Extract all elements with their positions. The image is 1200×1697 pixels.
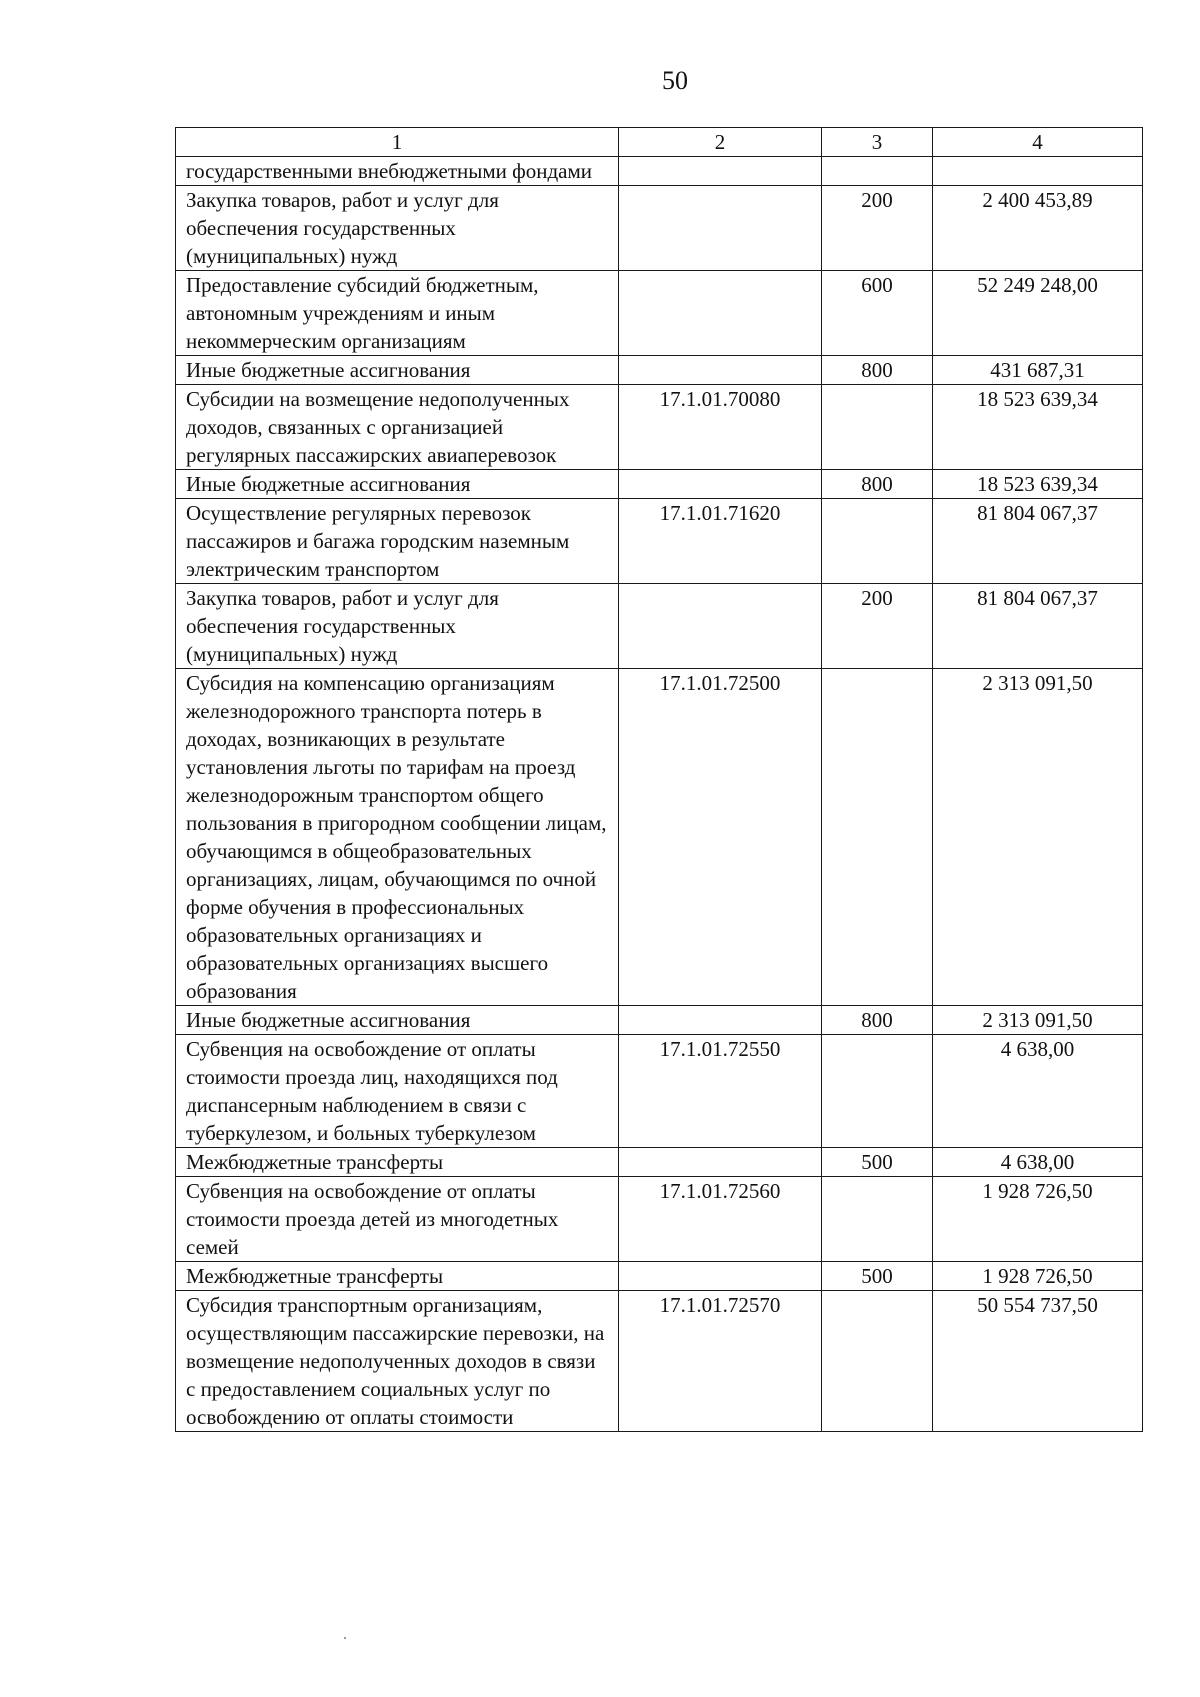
row-amount: 4 638,00	[933, 1148, 1143, 1177]
row-amount: 431 687,31	[933, 356, 1143, 385]
row-expense-type: 800	[822, 470, 933, 499]
table-row	[176, 470, 1143, 499]
row-amount: 2 400 453,89	[933, 186, 1143, 271]
row-code	[619, 356, 822, 385]
row-expense-type: 500	[822, 1262, 933, 1291]
table-row	[176, 584, 1143, 669]
table-body	[176, 157, 1143, 1432]
row-name: Иные бюджетные ассигнования	[176, 356, 619, 385]
table-header	[176, 128, 1143, 157]
table-row	[176, 499, 1143, 584]
row-name: Субвенция на освобождение от оплаты стоимости проезда лиц, находящихся под диспансерным наблюдением в связи с туберкулезом, и больных туберкулезом	[176, 1035, 619, 1148]
row-code	[619, 1006, 822, 1035]
row-expense-type	[822, 1177, 933, 1262]
row-amount: 4 638,00	[933, 1035, 1143, 1148]
row-amount	[933, 157, 1143, 186]
row-amount: 2 313 091,50	[933, 1006, 1143, 1035]
table-row	[176, 669, 1143, 1006]
row-expense-type: 200	[822, 584, 933, 669]
row-amount: 18 523 639,34	[933, 470, 1143, 499]
header-col-1: 1	[176, 128, 619, 157]
row-amount: 50 554 737,50	[933, 1291, 1143, 1432]
table-row	[176, 1006, 1143, 1035]
row-expense-type: 600	[822, 271, 933, 356]
row-amount: 1 928 726,50	[933, 1177, 1143, 1262]
row-code	[619, 584, 822, 669]
table-row	[176, 385, 1143, 470]
row-name: Субсидии на возмещение недополученных доходов, связанных с организацией регулярных пассажирских авиаперевозок	[176, 385, 619, 470]
row-amount: 81 804 067,37	[933, 584, 1143, 669]
row-name: Осуществление регулярных перевозок пассажиров и багажа городским наземным электрическим транспортом	[176, 499, 619, 584]
budget-table	[175, 127, 1143, 1432]
row-name: Предоставление субсидий бюджетным, автономным учреждениям и иным некоммерческим организациям	[176, 271, 619, 356]
scan-speck	[344, 1637, 346, 1639]
row-amount: 1 928 726,50	[933, 1262, 1143, 1291]
row-code	[619, 271, 822, 356]
row-name: Иные бюджетные ассигнования	[176, 1006, 619, 1035]
row-name: Иные бюджетные ассигнования	[176, 470, 619, 499]
row-name: Закупка товаров, работ и услуг для обеспечения государственных (муниципальных) нужд	[176, 584, 619, 669]
row-code: 17.1.01.70080	[619, 385, 822, 470]
row-code	[619, 186, 822, 271]
row-expense-type	[822, 157, 933, 186]
row-code: 17.1.01.71620	[619, 499, 822, 584]
page-number: 50	[662, 66, 688, 95]
header-col-2: 2	[619, 128, 822, 157]
header-col-4: 4	[933, 128, 1143, 157]
row-code	[619, 157, 822, 186]
row-expense-type	[822, 385, 933, 470]
row-name: Субсидия транспортным организациям, осуществляющим пассажирские перевозки, на возмещение недополученных доходов в связи с предоставлением социальных услуг по освобождению от оплаты стоимости	[176, 1291, 619, 1432]
row-code	[619, 1262, 822, 1291]
table-row	[176, 157, 1143, 186]
table-row	[176, 1291, 1143, 1432]
table-row	[176, 1262, 1143, 1291]
row-expense-type: 800	[822, 1006, 933, 1035]
table-row	[176, 1035, 1143, 1148]
row-expense-type	[822, 669, 933, 1006]
row-expense-type	[822, 1291, 933, 1432]
table-row	[176, 271, 1143, 356]
row-name: государственными внебюджетными фондами	[176, 157, 619, 186]
row-expense-type	[822, 499, 933, 584]
row-code: 17.1.01.72560	[619, 1177, 822, 1262]
row-expense-type: 500	[822, 1148, 933, 1177]
row-name: Закупка товаров, работ и услуг для обеспечения государственных (муниципальных) нужд	[176, 186, 619, 271]
table-row	[176, 356, 1143, 385]
row-amount: 2 313 091,50	[933, 669, 1143, 1006]
row-name: Субвенция на освобождение от оплаты стоимости проезда детей из многодетных семей	[176, 1177, 619, 1262]
row-code: 17.1.01.72550	[619, 1035, 822, 1148]
row-code: 17.1.01.72500	[619, 669, 822, 1006]
table-row	[176, 1177, 1143, 1262]
header-col-3: 3	[822, 128, 933, 157]
row-code	[619, 1148, 822, 1177]
table-row	[176, 1148, 1143, 1177]
row-expense-type: 800	[822, 356, 933, 385]
row-amount: 18 523 639,34	[933, 385, 1143, 470]
table-row	[176, 186, 1143, 271]
row-expense-type: 200	[822, 186, 933, 271]
row-code	[619, 470, 822, 499]
row-name: Субсидия на компенсацию организациям железнодорожного транспорта потерь в доходах, возникающих в результате установления льготы по тарифам на проезд железнодорожным транспортом общего пользования в пригородном сообщении лицам, обучающимся в общеобразовательных организациях, лицам, обучающимся по очной форме обучения в профессиональных образовательных организациях и образовательных организациях высшего образования	[176, 669, 619, 1006]
row-name: Межбюджетные трансферты	[176, 1148, 619, 1177]
row-name: Межбюджетные трансферты	[176, 1262, 619, 1291]
row-code: 17.1.01.72570	[619, 1291, 822, 1432]
row-expense-type	[822, 1035, 933, 1148]
header-row	[176, 128, 1143, 157]
row-amount: 81 804 067,37	[933, 499, 1143, 584]
row-amount: 52 249 248,00	[933, 271, 1143, 356]
